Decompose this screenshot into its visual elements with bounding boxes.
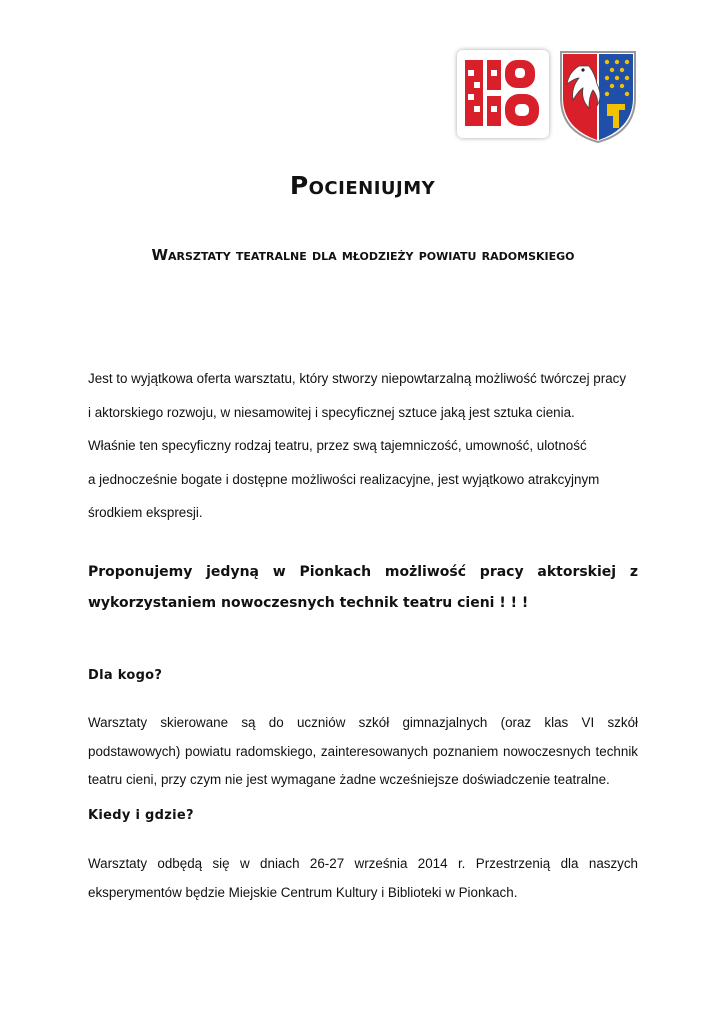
page-subtitle: Warsztaty teatralne dla młodzieży powiatu radomskiego	[151, 246, 575, 264]
section-heading-when: Kiedy i gdzie?	[88, 808, 194, 823]
header-logos	[453, 44, 643, 144]
section-text-when: Warsztaty odbędą się w dniach 26-27 września 2014 r. Przestrzenią dla naszych eksperymentów będzie Miejskie Centrum Kultury i Biblioteki w Pionkach.	[88, 856, 638, 900]
powiat-radomski-crest-icon	[557, 48, 639, 144]
intro-line: środkiem ekspresji.	[88, 505, 203, 521]
org-logo-icon	[457, 50, 549, 138]
section-heading-who: Dla kogo?	[88, 668, 163, 683]
highlight-statement: Proponujemy jedyną w Pionkach możliwość pracy aktorskiej z wykorzystaniem nowoczesnych technik teatru cieni ! ! !	[88, 564, 638, 611]
intro-line: a jednocześnie bogate i dostępne możliwości realizacyjne, jest wyjątkowo atrakcyjnym	[88, 471, 600, 487]
page-title: Pocieniujmy	[289, 171, 436, 200]
intro-paragraph	[88, 362, 638, 530]
intro-line: i aktorskiego rozwoju, w niesamowitej i specyficznej sztuce jaką jest sztuka cienia.	[88, 404, 575, 420]
section-text-who: Warsztaty skierowane są do uczniów szkół gimnazjalnych (oraz klas VI szkół podstawowych) powiatu radomskiego, zainteresowanych poznaniem nowoczesnych technik teatru cieni, przy czym nie jest wymagane żadne wcześniejsze doświadczenie teatralne.	[88, 715, 638, 787]
intro-line: Jest to wyjątkowa oferta warsztatu, który stworzy niepowtarzalną możliwość twórczej pracy	[88, 371, 627, 386]
intro-line: Właśnie ten specyficzny rodzaj teatru, przez swą tajemniczość, umowność, ulotność	[88, 438, 587, 454]
